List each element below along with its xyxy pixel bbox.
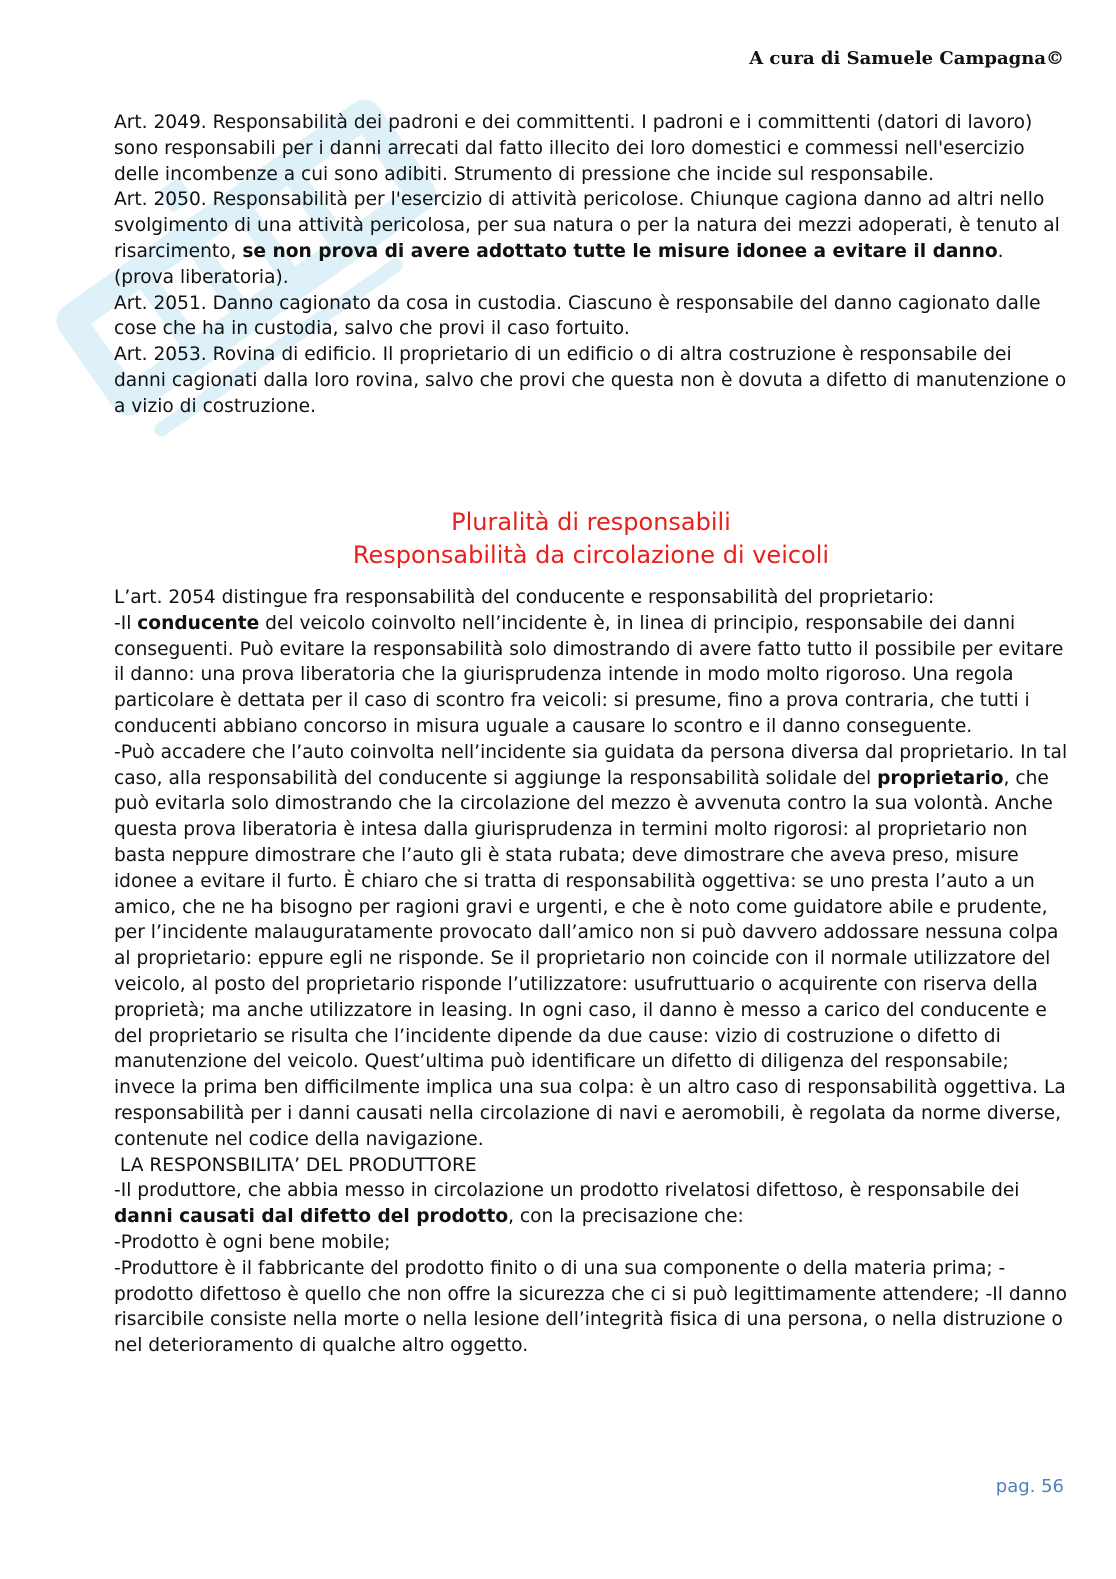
- article-2051: Art. 2051. Danno cagionato da cosa in custodia. Ciascuno è responsabile del danno cagionato dalle cose che ha in custodia, salvo che provi il caso fortuito.: [114, 292, 1041, 340]
- page-number: pag. 56: [995, 1476, 1064, 1497]
- article-2050-bold: se non prova di avere adottato tutte le misure idonee a evitare il danno: [242, 240, 998, 262]
- produttore-text: , con la precisazione che:: [508, 1206, 744, 1228]
- proprietario-bold: proprietario: [877, 767, 1004, 789]
- article-2050: [114, 187, 1068, 290]
- section-title-2: Responsabilità da circolazione di veicoli: [352, 541, 830, 569]
- produttore-definition: -Produttore è il fabbricante del prodotto finito o di una sua componente o della materia prima; -prodotto difettoso è quello che non offre la sicurezza che ci si può legittimamente attendere; -Il danno risarcibile consiste nella morte o nella lesione dell’integrità fisica di una persona, o nella distruzione o nel deterioramento di qualche altro oggetto.: [114, 1257, 1067, 1357]
- articles-block: [114, 110, 1068, 420]
- header-author: A cura di Samuele Campagna©: [749, 48, 1064, 69]
- produttore-subheading: LA RESPONSBILITA’ DEL PRODUTTORE: [114, 1154, 477, 1176]
- intro-paragraph: L’art. 2054 distingue fra responsabilità del conducente e responsabilità del proprietario:: [114, 587, 935, 608]
- prodotto-definition: -Prodotto è ogni bene mobile;: [114, 1231, 391, 1253]
- conducente-lead: -Il: [114, 612, 138, 634]
- article-2049: Art. 2049. Responsabilità dei padroni e dei committenti. I padroni e i committenti (datori di lavoro) sono responsabili per i danni arrecati dal fatto illecito dei loro domestici e commessi nell'esercizio delle incombenze a cui sono adibiti. Strumento di pressione che incide sul responsabile.: [114, 112, 1033, 185]
- produttore-paragraph: [114, 1178, 1068, 1230]
- article-2050-tail: . (prova liberatoria).: [114, 240, 1004, 288]
- section-heading: [114, 506, 1068, 572]
- proprietario-lead: -Può accadere che l’auto coinvolta nell’incidente sia guidata da persona diversa dal proprietario. In tal caso, alla responsabilità del conducente si aggiunge la responsabilità solidale del: [114, 741, 1068, 789]
- article-2050-text: Art. 2050. Responsabilità per l'esercizio di attività pericolose. Chiunque cagiona danno ad altri nello svolgimento di una attività pericolosa, per sua natura o per la natura dei mezzi adoperati, è tenuto al risarcimento,: [114, 189, 1060, 262]
- conducente-bold: conducente: [137, 612, 260, 634]
- proprietario-paragraph: [114, 740, 1068, 1153]
- produttore-bold: danni causati dal difetto del prodotto: [114, 1206, 509, 1228]
- section-title-1: Pluralità di responsabili: [451, 508, 731, 536]
- body-block: [114, 585, 1068, 1359]
- conducente-text: del veicolo coinvolto nell’incidente è, in linea di principio, responsabile dei danni conseguenti. Può evitare la responsabilità solo dimostrando di avere fatto tutto il possibile per evitare il danno: una prova liberatoria che la giurisprudenza intende in modo molto rigoroso. Una regola particolare è dettata per il caso di scontro fra veicoli: si presume, fino a prova contraria, che tutti i conducenti abbiano concorso in misura uguale a causare lo scontro e il danno conseguente.: [114, 612, 1064, 737]
- conducente-paragraph: [114, 611, 1068, 740]
- article-2053: Art. 2053. Rovina di edificio. Il proprietario di un edificio o di altra costruzione è responsabile dei danni cagionati dalla loro rovina, salvo che provi che questa non è dovuta a difetto di manutenzione o a vizio di costruzione.: [114, 344, 1067, 417]
- produttore-lead: -Il produttore, che abbia messo in circolazione un prodotto rivelatosi difettoso, è responsabile dei: [114, 1180, 1020, 1202]
- proprietario-text: , che può evitarla solo dimostrando che la circolazione del mezzo è avvenuta contro la sua volontà. Anche questa prova liberatoria è intesa dalla giurisprudenza in termini molto rigorosi: al proprietario non basta neppure dimostrare che l’auto gli è stata rubata; deve dimostrare che aveva preso, misure idonee a evitare il furto. È chiaro che si tratta di responsabilità oggettiva: se uno presta l’auto a un amico, che ne ha bisogno per ragioni gravi e urgenti, e che è noto come guidatore abile e prudente, per l’incidente malauguratamente provocato dall’amico non si può davvero addossare nessuna colpa al proprietario: eppure egli ne risponde. Se il proprietario non coincide con il normale utilizzatore del veicolo, al posto del proprietario risponde l’utilizzatore: usufruttuario o acquirente con riserva della proprietà; ma anche utilizzatore in leasing. In ogni caso, il danno è messo a carico del conducente e del proprietario se risulta che l’incidente dipende da due cause: vizio di costruzione o difetto di manutenzione del veicolo. Quest’ultima può identificare un difetto di diligenza del responsabile; invece la prima ben difficilmente implica una sua colpa: è un altro caso di responsabilità oggettiva. La responsabilità per i danni causati nella circolazione di navi e aeromobili, è regolata da norme diverse, contenute nel codice della navigazione.: [114, 767, 1066, 1150]
